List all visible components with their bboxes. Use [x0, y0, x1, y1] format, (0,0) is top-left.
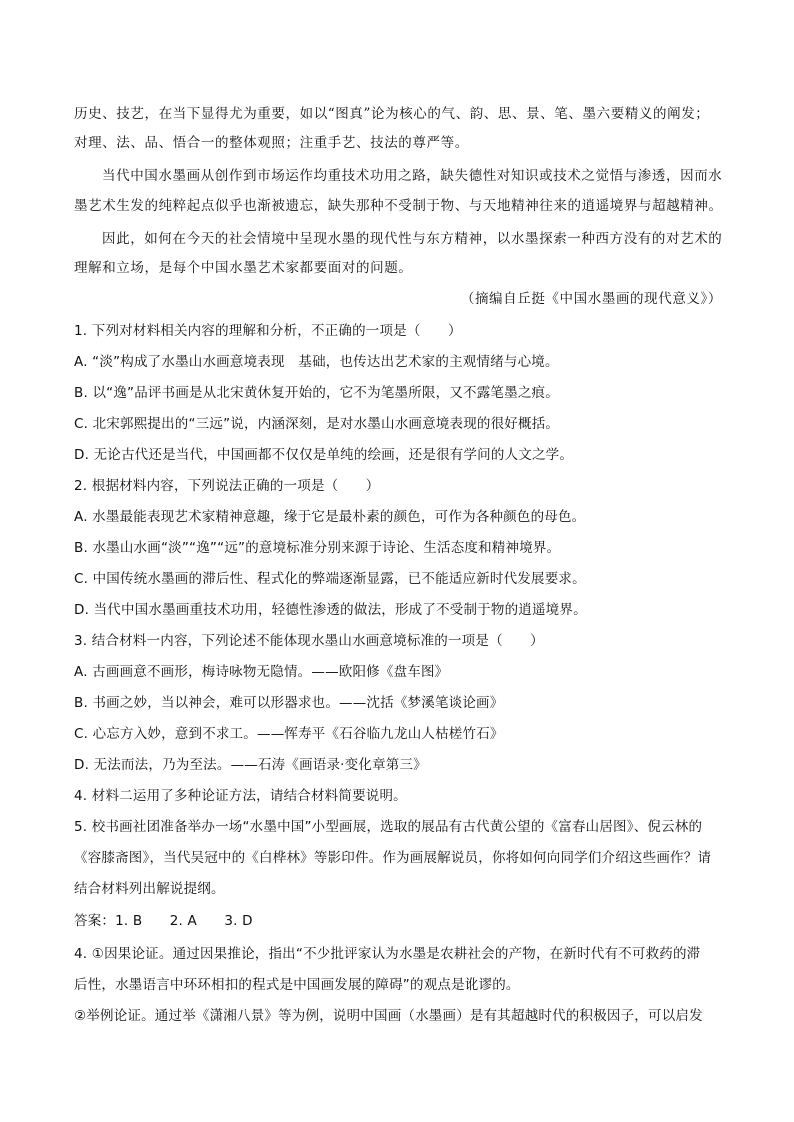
- question-3-option-c: C. 心忘方入妙，意到不求工。——恽寿平《石谷临九龙山人枯槎竹石》: [74, 726, 504, 742]
- passage-source: （摘编自丘挺《中国水墨画的现代意义》）: [460, 291, 722, 307]
- question-1-option-b: B. 以“逸”品评书画是从北宋黄休复开始的，它不为笔墨所限，又不露笔墨之痕。: [74, 385, 559, 401]
- passage-line-4: 墨艺术生发的纯粹起点似乎也渐被遗忘，缺失那种不受制于物、与天地精神往来的逍遥境界与超越精神。: [74, 198, 723, 214]
- question-1-stem: 1. 下列对材料相关内容的理解和分析，不正确的一项是（ ）: [74, 323, 462, 339]
- answer-key-mc: 答案：1. B 2. A 3. D: [74, 913, 253, 929]
- passage-line-2: 对理、法、品、悟合一的整体观照；注重手艺、技法的尊严等。: [74, 135, 469, 151]
- question-2-option-a: A. 水墨最能表现艺术家精神意趣，缘于它是最朴素的颜色，可作为各种颜色的母色。: [74, 509, 586, 525]
- question-1-option-a: A. “淡”构成了水墨山水画意境表现 基础，也传达出艺术家的主观情绪与心境。: [74, 354, 559, 370]
- question-5-line-1: 5. 校书画社团准备举办一场“水墨中国”小型画展，选取的展品有古代黄公望的《富春山居图》、倪云林的: [74, 819, 703, 835]
- passage-line-3: 当代中国水墨画从创作到市场运作均重技术功用之路，缺失德性对知识或技术之觉悟与渗透，因而水: [102, 168, 723, 184]
- question-3-option-d: D. 无法而法，乃为至法。——石涛《画语录·变化章第三》: [74, 757, 427, 773]
- question-4-stem: 4. 材料二运用了多种论证方法，请结合材料简要说明。: [74, 788, 407, 804]
- question-2-option-c: C. 中国传统水墨画的滞后性、程式化的弊端逐渐显露，已不能适应新时代发展要求。: [74, 571, 586, 587]
- question-2-stem: 2. 根据材料内容，下列说法正确的一项是（ ）: [74, 478, 380, 494]
- question-2-option-b: B. 水墨山水画“淡”“逸”“远”的意境标准分别来源于诗论、生活态度和精神境界。: [74, 540, 561, 556]
- question-5-line-2: 《容膝斋图》，当代吴冠中的《白桦林》等影印件。作为画展解说员，你将如何向同学们介绍这些画作？请: [74, 850, 712, 866]
- passage-line-5: 因此，如何在今天的社会情境中呈现水墨的现代性与东方精神，以水墨探索一种西方没有的对艺术的: [102, 231, 723, 247]
- question-5-line-3: 结合材料列出解说提纲。: [74, 881, 225, 897]
- passage-line-6: 理解和立场，是每个中国水墨艺术家都要面对的问题。: [74, 260, 413, 276]
- question-1-option-d: D. 无论古代还是当代，中国画都不仅仅是单纯的绘画，还是很有学问的人文之学。: [74, 447, 574, 463]
- question-3-stem: 3. 结合材料一内容，下列论述不能体现水墨山水画意境标准的一项是（ ）: [74, 633, 544, 649]
- answer-4-line-2: 后性，水墨语言中环环相扣的程式是中国画发展的障碍”的观点是讹谬的。: [74, 977, 520, 993]
- answer-4-line-1: 4. ①因果论证。通过因果推论，指出“不少批评家认为水墨是农耕社会的产物，在新时代有不可救药的滞: [74, 946, 701, 962]
- question-3-option-b: B. 书画之妙，当以神会，难可以形器求也。——沈括《梦溪笔谈论画》: [74, 695, 504, 711]
- answer-4-line-3: ②举例论证。通过举《潇湘八景》等为例，说明中国画（水墨画）是有其超越时代的积极因子，可以启发: [74, 1008, 703, 1024]
- question-1-option-c: C. 北宋郭熙提出的“三远”说，内涵深刻，是对水墨山水画意境表现的很好概括。: [74, 416, 560, 432]
- question-2-option-d: D. 当代中国水墨画重技术功用，轻德性渗透的做法，形成了不受制于物的逍遥境界。: [74, 602, 587, 618]
- passage-line-1: 历史、技艺，在当下显得尤为重要，如以“图真”论为核心的气、韵、思、景、笔、墨六要精义的阐发；: [74, 106, 710, 122]
- question-3-option-a: A. 古画画意不画形，梅诗咏物无隐情。——欧阳修《盘车图》: [74, 664, 449, 680]
